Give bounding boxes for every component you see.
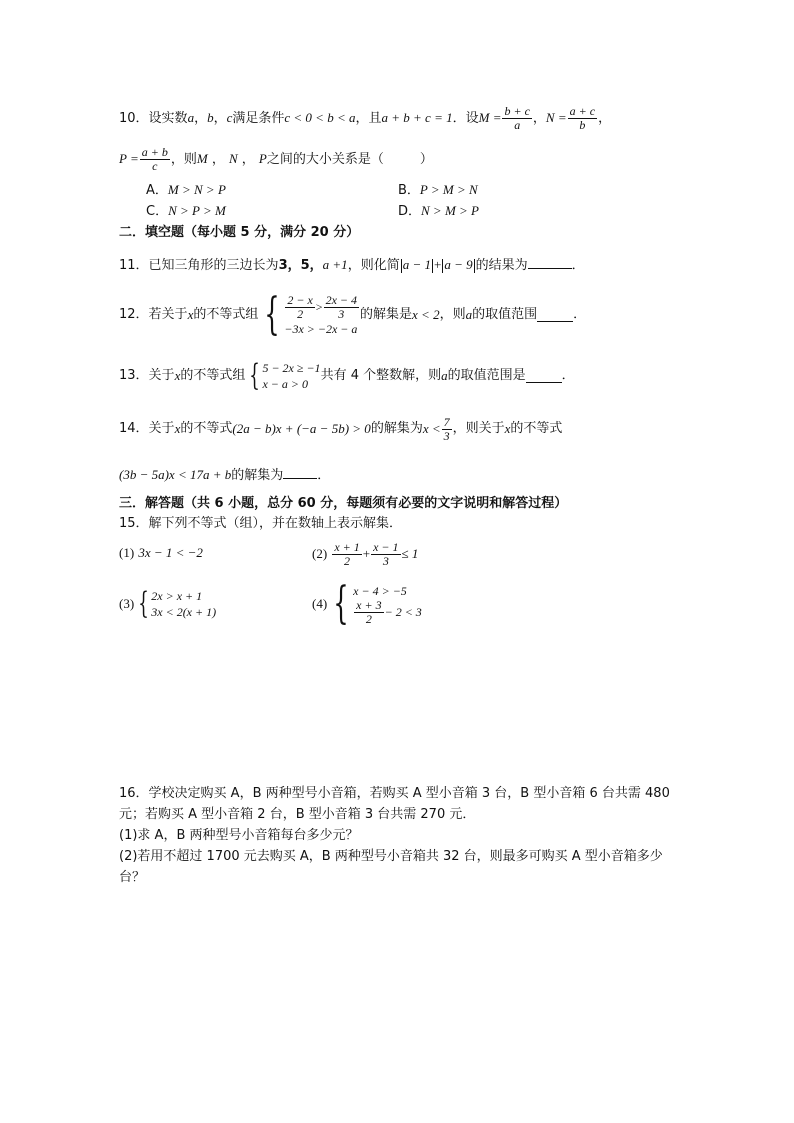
q15-part-4: (4) { x − 4 > −5 $\frac{x + 3}{2}$ − 2 < 3	[312, 578, 422, 629]
q15-header: 15．解下列不等式（组），并在数轴上表示解集．	[119, 516, 403, 531]
brace-icon: {	[138, 586, 149, 621]
brace-icon: {	[264, 289, 281, 340]
q13-answer-blank[interactable]	[526, 370, 562, 383]
q13: 13． 关于 x 的不等式组 { 5 − 2x ≥ −1 x − a > 0 共有 4 个整数解，则 a 的取值范围是 ．	[119, 358, 575, 393]
q10-option-a: A．M > N > P	[146, 182, 226, 198]
q12: 12． 若关于 x 的不等式组 { $\frac{2 - x}{2}$ > $\frac{2x - 4}{3}$ −3x > −2x − a 的解集是 x < 2 ，则 a 的取值范围 ．	[119, 289, 587, 340]
brace-icon: {	[333, 578, 349, 629]
q16-line-2: 元；若购买 A 型小音箱 2 台，B 型小音箱 3 台共需 270 元．	[119, 807, 476, 822]
q14-line2: (3b − 5a)x < 17a + b的解集为 ．	[119, 467, 331, 483]
q10-line1: 10．设实数a，b，c满足条件c < 0 < b < a，且a + b + c = 1．设M = $\frac{b + c}{a}$ ，N = $\frac{a + c}{b}$ ，	[119, 104, 612, 132]
q15-part-1: (1) 3x − 1 < −2	[119, 545, 203, 560]
q15-part-3: (3) { 2x > x + 1 3x < 2(x + 1)	[119, 586, 217, 621]
section-3-title: 三．解答题（共 6 小题，总分 60 分，每题须有必要的文字说明和解答过程）	[119, 496, 568, 511]
q13-inequality-system: { 5 − 2x ≥ −1 x − a > 0	[249, 358, 321, 393]
brace-icon: {	[249, 358, 261, 393]
q14-answer-blank[interactable]	[283, 466, 317, 479]
q14-line1: 14． 关于 x 的不等式 (2a − b)x + (−a − 5b) > 0 的解集为 x < $\frac{7}{3}$ ，则关于 x 的不等式	[119, 414, 563, 443]
q10-number: 10．	[119, 111, 149, 126]
fraction-P: $\frac{a + b}{c}$	[141, 145, 168, 173]
q11-answer-blank[interactable]	[528, 256, 572, 269]
q15-part-2: (2) $\frac{x + 1}{2}$ + $\frac{x - 1}{3}$ ≤ 1	[312, 539, 419, 568]
fraction-N: $\frac{a + c}{b}$	[569, 104, 596, 132]
q10-option-d: D．N > M > P	[398, 203, 480, 219]
q10-option-c: C．N > P > M	[146, 203, 226, 219]
section-2-title: 二．填空题（每小题 5 分，满分 20 分）	[119, 225, 360, 240]
q12-answer-blank[interactable]	[537, 309, 573, 322]
q16-line-3: (1)求 A，B 两种型号小音箱每台多少元？	[119, 828, 359, 843]
q12-inequality-system: { $\frac{2 - x}{2}$ > $\frac{2x - 4}{3}$ −3x > −2x − a	[264, 289, 358, 340]
q16-line-1: 16．学校决定购买 A，B 两种型号小音箱，若购买 A 型小音箱 3 台，B 型小音箱 6 台共需 480	[119, 786, 670, 801]
fraction-7-3: $\frac{7}{3}$	[443, 414, 450, 443]
fraction-M: $\frac{b + c}{a}$	[504, 104, 530, 132]
q16-line-5: 台？	[119, 870, 146, 885]
q10-option-b: B．P > M > N	[398, 182, 478, 198]
q10-line2: P = $\frac{a + b}{c}$ ，则M ， N ， P之间的大小关系是（ ）	[119, 145, 433, 173]
q11: 11．已知三角形的三边长为3，5，a +1，则化简 a − 1 + a − 9 的结果为 ．	[119, 257, 585, 273]
q16-line-4: (2)若用不超过 1700 元去购买 A，B 两种型号小音箱共 32 台，则最多可购买 A 型小音箱多少	[119, 849, 663, 864]
